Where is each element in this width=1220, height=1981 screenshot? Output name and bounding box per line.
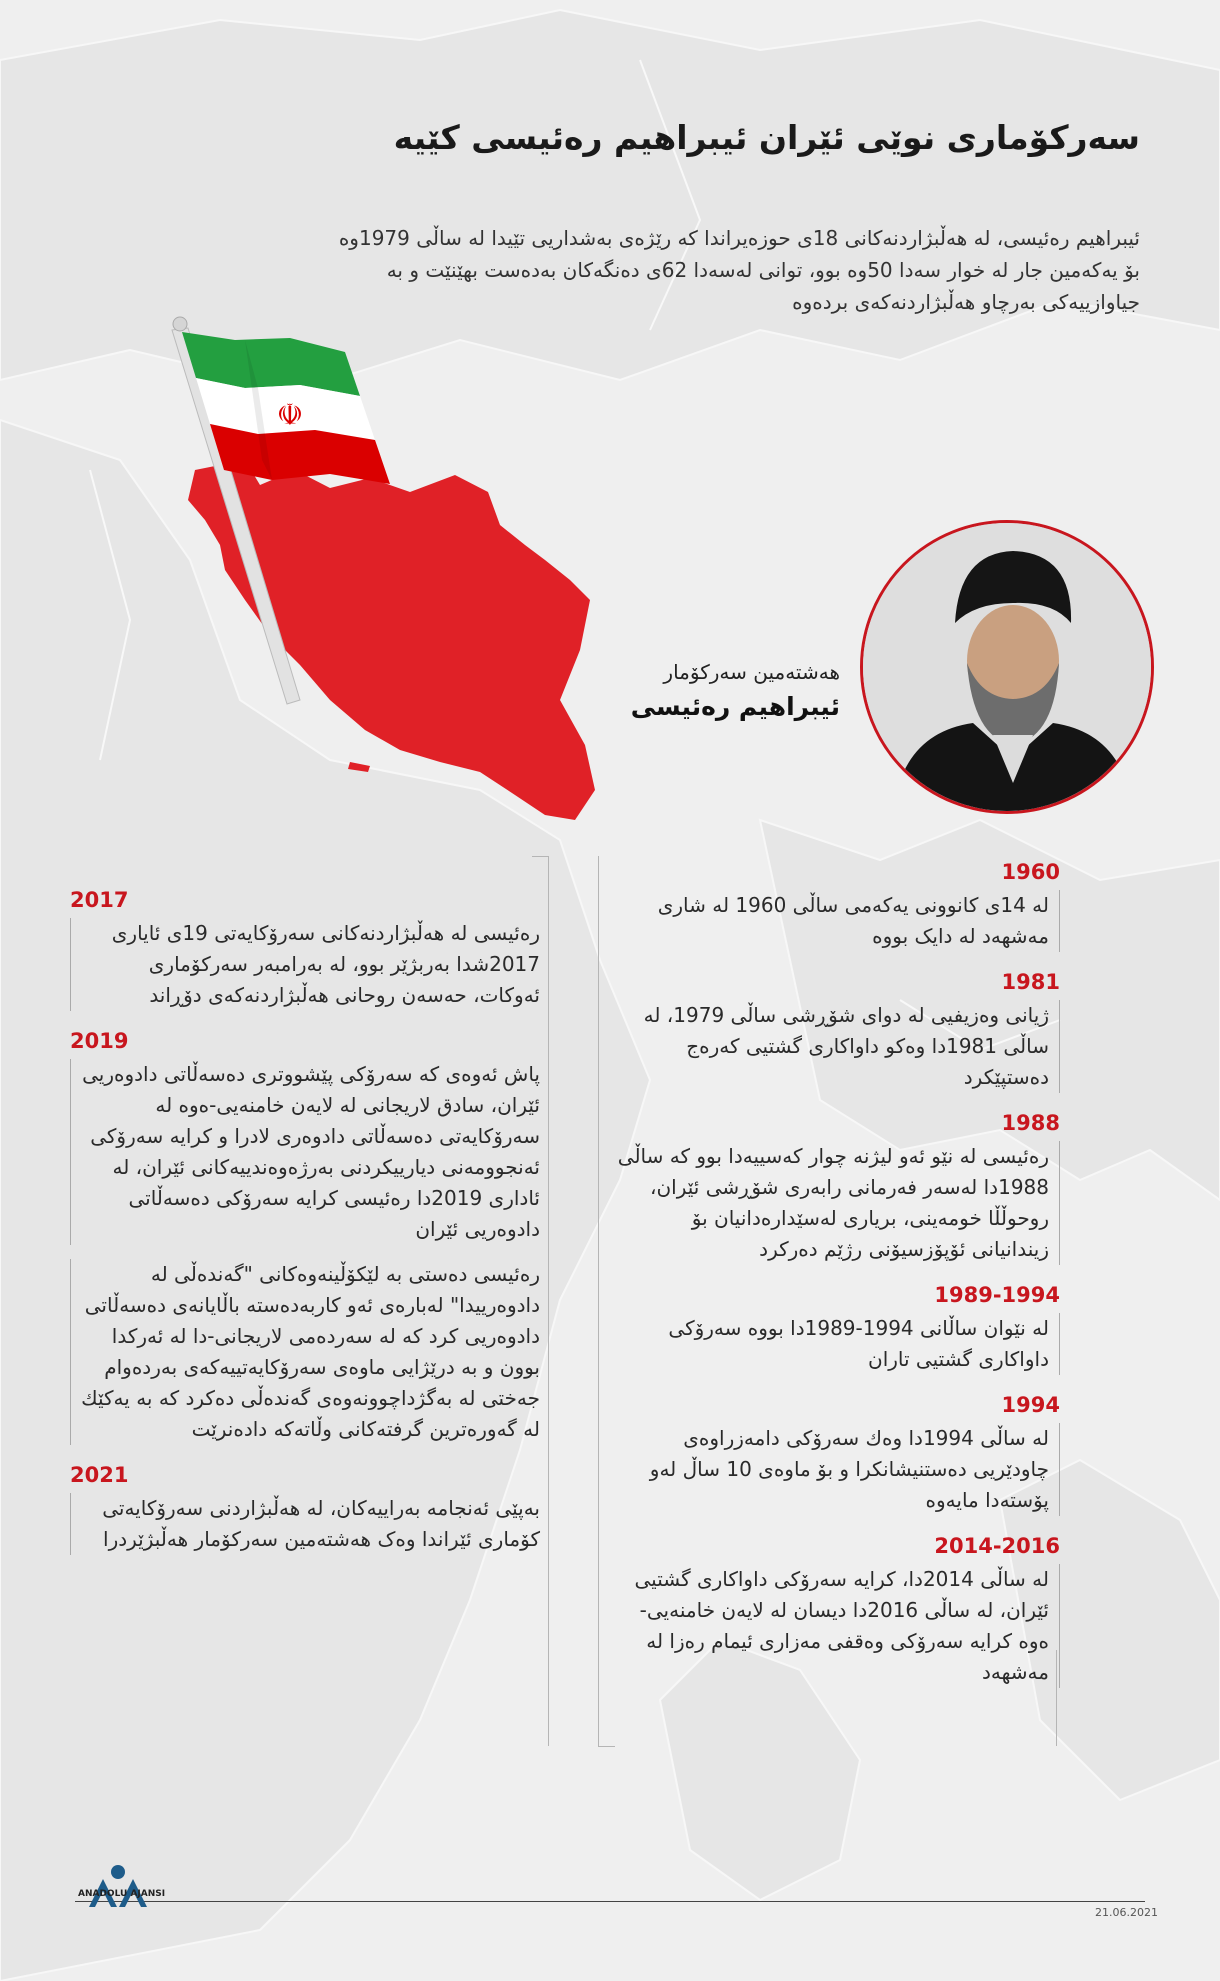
iran-map	[188, 460, 595, 820]
timeline-entry-2021	[70, 1463, 540, 1555]
timeline-year: 2014-2016	[934, 1534, 1060, 1558]
timeline-entry-1988	[612, 1111, 1060, 1265]
timeline-text: لە نێوان ساڵانی 1994-1989دا بووە سەرۆکی داواکاری گشتیی تاران	[612, 1313, 1060, 1375]
timeline-line-right	[598, 856, 599, 1746]
publish-date: 21.06.2021	[1095, 1906, 1158, 1919]
intro-paragraph: ئیبراهیم رەئیسی، لە هەڵبژاردنەکانی 18ی حوزەیراندا کە رێژەی بەشداریی تێیدا لە ساڵی 1979وە بۆ یەکەمین جار لە خوار سەدا 50وە بوو، توانی لەسەدا 62ی دەنگەکان بەدەست بهێنێت و بە جیاوازییەکی بەرچاو هەڵبژاردنەکەی بردەوە	[338, 226, 1140, 314]
timeline-year: 2021	[70, 1463, 129, 1487]
timeline-year: 1994	[1001, 1393, 1060, 1417]
timeline-entry-1989-1994	[612, 1283, 1060, 1375]
timeline-text: لە 14ی کانوونی یەکەمی ساڵی 1960 لە شاری مەشهەد لە دایک بووە	[612, 890, 1060, 952]
timeline-year: 2019	[70, 1029, 129, 1053]
timeline-entry-1994	[612, 1393, 1060, 1516]
portrait-photo	[860, 520, 1154, 814]
footer-divider	[75, 1901, 1145, 1902]
logo-label: ANADOLU AJANSI	[78, 1889, 166, 1899]
caption-name: ئیبراهیم رەئیسی	[630, 692, 840, 721]
timeline-text-continued: رەئیسی دەستی بە لێکۆڵینەوەکانی "گەندەڵی لە دادوەرییدا" لەبارەی ئەو کاربەدەستە باڵایانەی دەسەڵاتی دادوەریی کرد کە لە سەردەمی لاریجانی-دا لە ئەرکدا بوون و بە درێژایی ماوەی سەرۆکایەتییەکەی بەردەوام جەختی لە بەگژداچوونەوەی گەندەڵی دەکرد کە بە یەکێك لە گەورەترین گرفتەکانی وڵاتەکە دادەنرێت	[70, 1259, 540, 1445]
timeline-year: 1981	[1001, 970, 1060, 994]
timeline-entry-2014-2016	[612, 1534, 1060, 1688]
timeline-text: رەئیسی لە نێو ئەو لیژنە چوار کەسییەدا بوو کە ساڵی 1988دا لەسەر فەرمانی رابەری شۆڕشی ئێران، روحوڵڵا خومەینی، بریاری لەسێدارەدانیان بۆ زیندانیانی ئۆپۆزسیۆنی رژێم دەرکرد	[612, 1141, 1060, 1265]
timeline-year: 1988	[1001, 1111, 1060, 1135]
timeline-year: 2017	[70, 888, 129, 912]
timeline-text: بەپێی ئەنجامە بەراییەکان، لە هەڵبژاردنی سەرۆکایەتی کۆماری ئێراندا وەک هەشتەمین سەرکۆمار هەڵبژێردرا	[70, 1493, 540, 1555]
timeline-line-left	[548, 856, 549, 1746]
timeline-line-left-cap	[532, 856, 549, 857]
timeline-text: لە ساڵی 1994دا وەك سەرۆکی دامەزراوەی چاودێریی دەستنیشانکرا و بۆ ماوەی 10 ساڵ لەو پۆستەدا مایەوە	[612, 1423, 1060, 1516]
timeline-line-right-cap	[598, 1746, 615, 1747]
timeline-text: لە ساڵی 2014دا، کرایە سەرۆکی داواکاری گشتیی ئێران، لە ساڵی 2016دا دیسان لە لایەن خامنەیی-ەوە کرایە سەرۆکی وەقفی مەزاری ئیمام رەزا لە مەشهەد	[612, 1564, 1060, 1688]
timeline-year: 1960	[1001, 860, 1060, 884]
caption-subtitle: هەشتەمین سەرکۆمار	[663, 660, 840, 684]
page-title: سەرکۆماری نوێی ئێران ئیبراهیم رەئیسی کێیە	[393, 118, 1140, 157]
timeline-entry-1960	[612, 860, 1060, 952]
timeline-text: پاش ئەوەی کە سەرۆکی پێشووتری دەسەڵاتی دادوەریی ئێران، سادق لاریجانی لە لایەن خامنەیی-ەوە لە سەرۆکایەتی دەسەڵاتی دادوەری لادرا و کرایە سەرۆکی ئەنجوومەنی دیارییکردنی بەرژەوەندییەکانی ئێران، لە ئاداری 2019دا رەئیسی کرایە سەرۆکی دەسەڵاتی دادوەریی ئێران	[70, 1059, 540, 1245]
iran-map-island	[348, 762, 370, 772]
iran-map-flag-illustration	[0, 0, 620, 840]
timeline-column-left	[70, 888, 540, 1573]
timeline-year: 1989-1994	[934, 1283, 1060, 1307]
timeline-entry-1981	[612, 970, 1060, 1093]
timeline-text: ژیانی وەزیفیی لە دوای شۆڕشی ساڵی 1979، لە ساڵی 1981دا وەکو داواکاری گشتیی کەرەج دەستپێکرد	[612, 1000, 1060, 1093]
portrait-caption	[631, 660, 840, 721]
timeline-entry-2017	[70, 888, 540, 1011]
flag-emblem-icon: ☫	[276, 398, 304, 433]
timeline-entry-2019	[70, 1029, 540, 1445]
timeline-text: رەئیسی لە هەڵبژاردنەکانی سەرۆکایەتی 19ی ئایاری 2017شدا بەربژێر بوو، لە بەرامبەر سەرکۆماری ئەوکات، حەسەن روحانی هەڵبژاردنەکەی دۆڕاند	[70, 918, 540, 1011]
timeline-column-right	[612, 860, 1060, 1706]
